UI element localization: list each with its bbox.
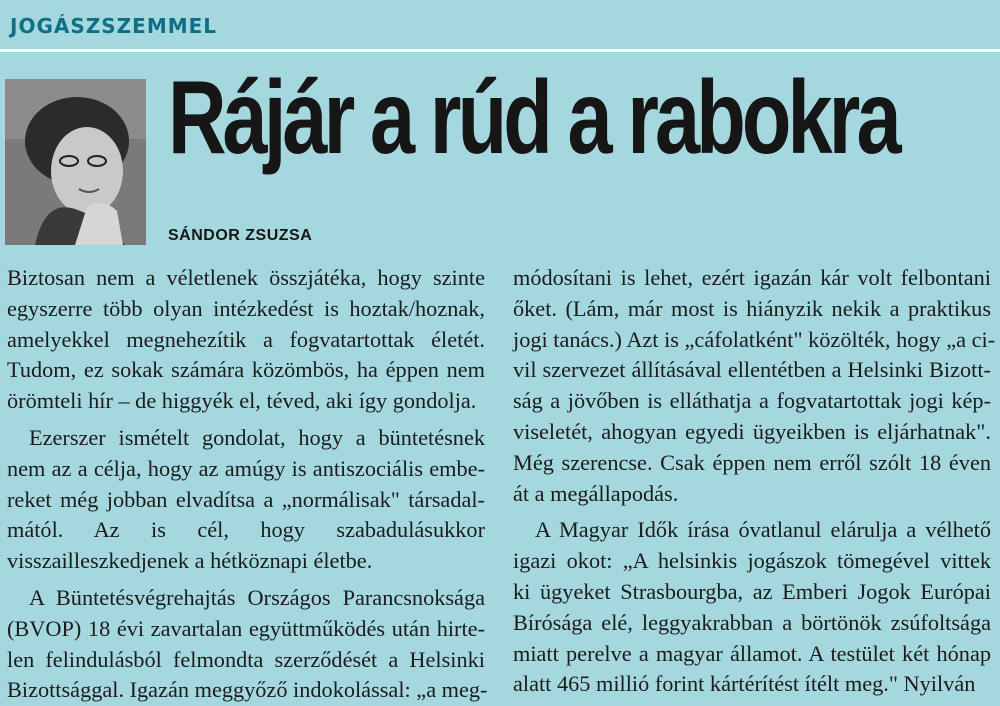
paragraph xyxy=(7,423,485,577)
text-line: jogi tanács.) Azt is „cáfolatként" közölték, hogy „a ci- xyxy=(513,326,996,352)
text-line: len felindulásból felmondta szerződését a Helsinki xyxy=(7,646,485,672)
text-line: egyszerre több olyan intézkedést is hoztak/hoznak, xyxy=(7,295,485,321)
text-line: Bizottsággal. Igazán meggyőző indokolással: „a meg- xyxy=(7,677,488,703)
text-line: alatt 465 millió forint kártérítést ítélt meg." Nyilván xyxy=(513,671,976,697)
text-line: Biztosan nem a véletlenek összjátéka, hogy szinte xyxy=(7,265,485,290)
text-line: A Büntetésvégrehajtás Országos Parancsnoksága xyxy=(29,584,485,610)
section-rubric: JOGÁSZSZEMMEL xyxy=(10,14,218,38)
text-line: ki ügyeket Strasbourgba, az Emberi Jogok Európai xyxy=(513,578,991,604)
paragraph xyxy=(7,263,485,417)
text-line: viseletét, ahogyan egyedi ügyeikben is eljárhatnak". xyxy=(513,418,991,444)
text-line: igazi okot: „A helsinkis jogászok tömegével vittek xyxy=(513,548,991,574)
text-line: mától. Az is cél, hogy szabadulásukkor visszailleszkedjenek a hétköznapi életbe. xyxy=(7,517,485,574)
text-line: miatt perelve a magyar államot. A testület két hónap xyxy=(513,640,991,666)
author-photo xyxy=(5,79,146,245)
article-headline: Rájár a rúd a rabokra xyxy=(168,60,898,176)
text-line: őket. (Lám, már most is hiányzik nekik a praktikus xyxy=(513,295,991,321)
left-column xyxy=(7,263,488,706)
paragraph xyxy=(513,515,991,700)
paragraph xyxy=(7,583,488,706)
text-line: Bírósága elé, leggyakrabban a börtönök zsúfoltsága xyxy=(513,609,991,635)
text-line: Ezerszer ismételt gondolat, hogy a büntetésnek xyxy=(29,424,485,450)
text-line: reket még jobban elvadítsa a „normálisak" társadal- xyxy=(7,486,485,512)
text-line: amelyekkel megnehezítik a fogvatartottak életét. xyxy=(7,326,485,352)
paragraph xyxy=(513,263,996,509)
text-line: A Magyar Idők írása óvatlanul elárulja a vélhető xyxy=(535,517,991,543)
section-divider xyxy=(0,49,1000,52)
text-line: Még szerencse. Csak éppen nem erről szólt 18 éven xyxy=(513,449,991,475)
text-line: Tudom, ez sokak számára közömbös, ha éppen nem xyxy=(7,357,485,383)
right-column xyxy=(513,263,996,700)
author-byline: SÁNDOR ZSUZSA xyxy=(168,227,313,244)
text-line: át a megállapodás. xyxy=(513,480,679,506)
text-line: ság a jövőben is elláthatja a fogvatartottak jogi kép- xyxy=(513,388,991,414)
text-line: vil szervezet állításával ellentétben a Helsinki Bizott- xyxy=(513,357,991,383)
text-line: (BVOP) 18 évi zavartalan együttműködés után hirte- xyxy=(7,615,485,641)
text-line: örömteli hír – de higgyék el, téved, aki így gondolja. xyxy=(7,388,477,414)
text-line: nem az a célja, hogy az amúgy is antiszociális embe- xyxy=(7,455,485,481)
text-line: módosítani is lehet, ezért igazán kár volt felbontani xyxy=(513,265,991,290)
